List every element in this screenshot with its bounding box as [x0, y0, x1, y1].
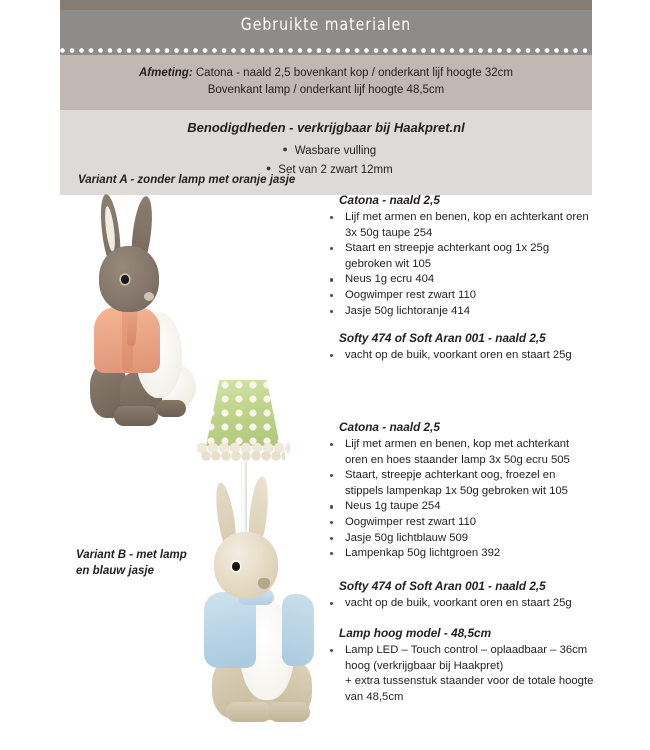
variant-a-label: Variant A - zonder lamp met oranje jasje [78, 174, 296, 186]
dimensions-label: Afmeting: [139, 67, 193, 79]
dimensions-value-1: Catona - naald 2,5 bovenkant kop / onderkant lijf hoogte 32cm [195, 67, 513, 79]
bunny-b-foot-left [226, 702, 272, 722]
variant-b-lamp-list [325, 643, 605, 705]
bunny-b-foot-right [268, 702, 310, 722]
variant-b-softy-block [325, 578, 593, 612]
bunny-a-eye [121, 275, 129, 284]
requirements-item-text: Wasbare vulling [294, 145, 377, 157]
list-item: Lijf met armen en benen, kop en achterkant oren 3x 50g taupe 254 [325, 210, 593, 241]
dotted-divider-dots [60, 48, 592, 53]
bunny-a-nose [144, 292, 154, 301]
list-item: Oogwimper rest zwart 110 [325, 288, 593, 304]
bunny-a-foot-right [156, 400, 186, 417]
list-item: Lamp LED – Touch control – oplaadbaar – 36cm hoog (verkrijgbaar bij Haakpret) [325, 643, 605, 674]
bunny-b-eye [232, 562, 240, 571]
list-item: Lijf met armen en benen, kop met achterkant oren en hoes staander lamp 3x 50g ecru 505 [325, 437, 593, 468]
lampshade-dots [206, 380, 280, 446]
list-item: Oogwimper rest zwart 110 [325, 515, 593, 531]
lampshade-ruffle-inner [201, 449, 285, 467]
variant-a-catona-heading: Catona - naald 2,5 [339, 193, 440, 207]
dimensions-band [60, 55, 592, 110]
variant-b-softy-heading: Softy 474 of Soft Aran 001 - naald 2,5 [339, 579, 546, 593]
list-item: Staart en streepje achterkant oog 1x 25g gebroken wit 105 [325, 241, 593, 272]
requirements-item-text: Set van 2 zwart 12mm [278, 164, 393, 176]
bunny-b-head [214, 532, 278, 598]
dotted-divider [60, 46, 592, 55]
dimensions-line-2: Bovenkant lamp / onderkant lijf hoogte 48,5cm [207, 84, 445, 96]
variant-a-catona-block [325, 192, 593, 319]
bunny-b-nose [258, 578, 270, 589]
bullet-icon: ● [282, 144, 288, 154]
list-item: Jasje 50g lichtblauw 509 [325, 531, 593, 547]
variant-b-catona-block [325, 419, 593, 562]
bunny-a-head [99, 246, 159, 312]
bullet-icon: ● [265, 163, 272, 173]
variant-b-label-line1: Variant B - met lamp [76, 549, 187, 561]
list-item: + extra tussenstuk staander voor de totale hoogte van 48,5cm [345, 675, 594, 703]
variant-a-softy-heading: Softy 474 of Soft Aran 001 - naald 2,5 [339, 331, 546, 345]
list-item: Staart, streepje achterkant oog, froezel en stippels lampenkap 1x 50g gebroken wit 105 [325, 468, 593, 499]
page-title: Gebruikte materialen [240, 15, 412, 35]
list-item [60, 141, 592, 160]
header-title-band [60, 10, 592, 46]
variant-b-label-line2: en blauw jasje [76, 565, 154, 577]
header-top-strip [60, 0, 592, 10]
list-item: Neus 1g taupe 254 [325, 499, 593, 515]
dimensions-line-1 [60, 65, 592, 82]
bunny-a-foot-left [114, 406, 158, 426]
variant-a-catona-list [325, 210, 593, 319]
list-item: vacht op de buik, voorkant oren en staart 25g [325, 348, 593, 364]
variant-b-catona-list [325, 437, 593, 562]
variant-a-softy-list [325, 348, 593, 364]
variant-b-softy-list [325, 596, 593, 612]
variant-b-label [76, 547, 187, 579]
bunny-b-jacket-right [282, 594, 314, 666]
list-item: Jasje 50g lichtoranje 414 [325, 304, 593, 320]
variant-b-lamp-block [325, 625, 605, 705]
variant-b-lamp-heading: Lamp hoog model - 48,5cm [339, 626, 492, 640]
materials-header-panel [60, 0, 592, 195]
list-item: vacht op de buik, voorkant oren en staart 25g [325, 596, 593, 612]
list-item: Lampenkap 50g lichtgroen 392 [325, 546, 593, 562]
variant-b-bunny-photo [196, 474, 346, 746]
list-item: Neus 1g ecru 404 [325, 272, 593, 288]
requirements-title: Benodigdheden - verkrijgbaar bij Haakpret.nl [187, 120, 465, 135]
variant-a-softy-block [325, 330, 593, 364]
variant-b-catona-heading: Catona - naald 2,5 [339, 420, 440, 434]
